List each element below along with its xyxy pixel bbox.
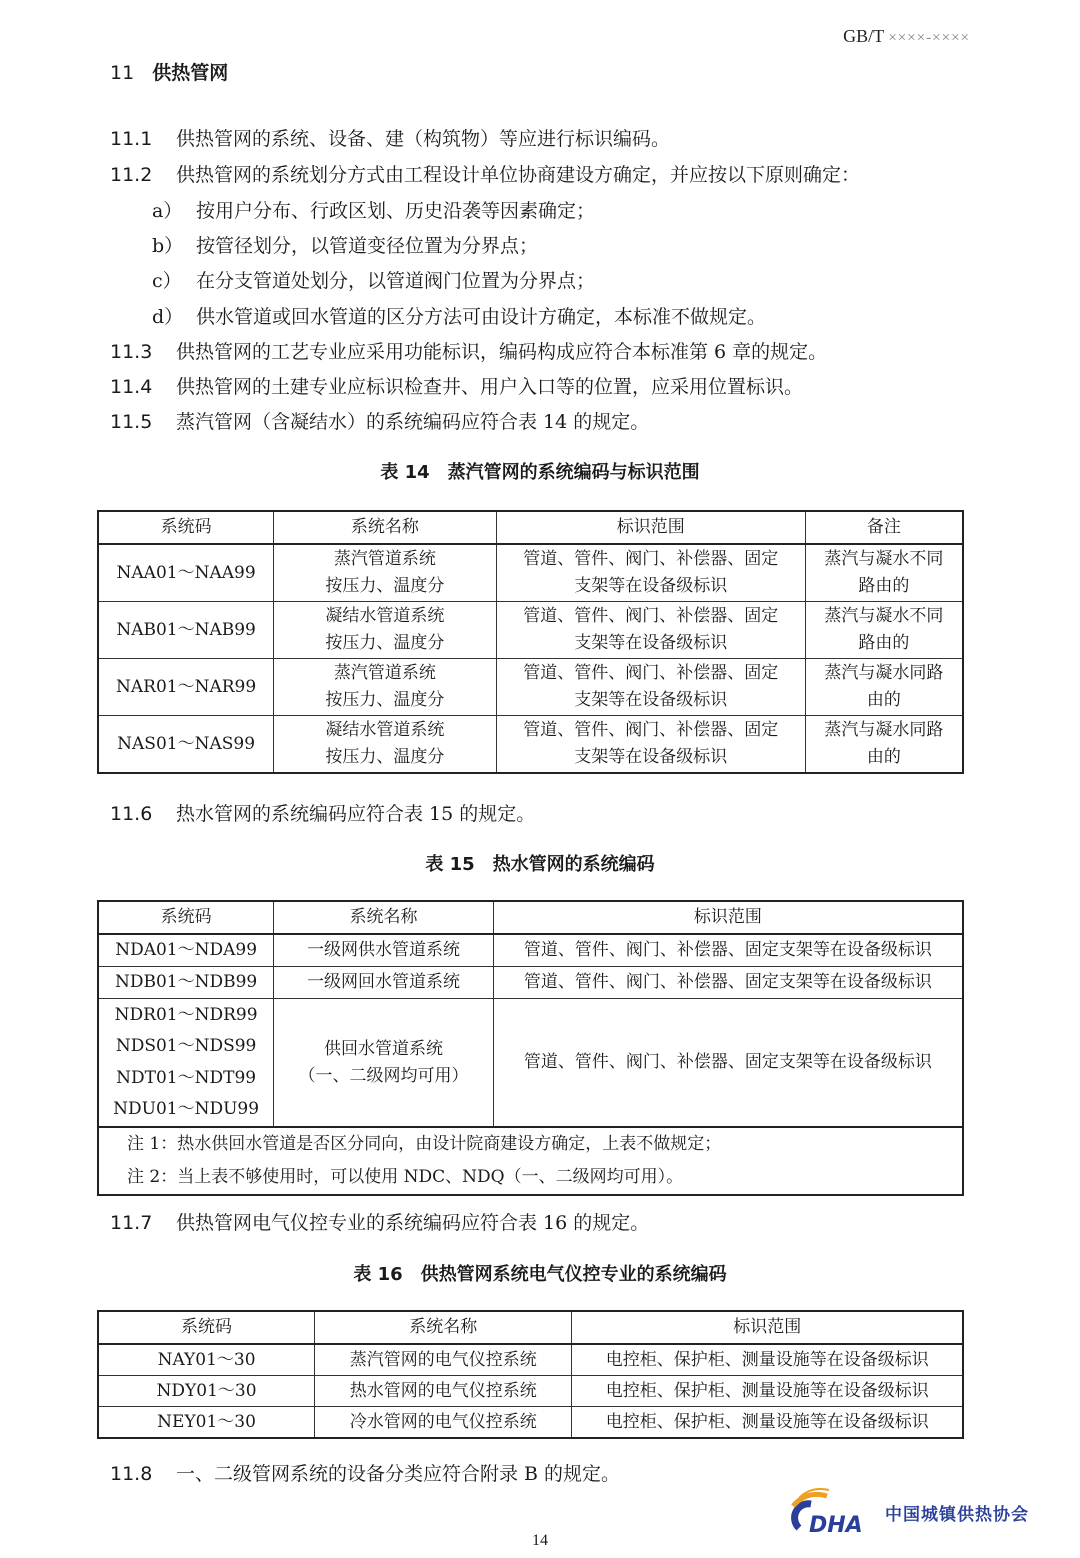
column-header: 标识范围 bbox=[493, 901, 963, 934]
table-row: NEY01～30 冷水管网的电气仪控系统 电控柜、保护柜、测量设施等在设备级标识 bbox=[98, 1407, 963, 1439]
column-header: 系统名称 bbox=[274, 901, 494, 934]
table-row: NAR01～NAR99 蒸汽管道系统 按压力、温度分 管道、管件、阀门、补偿器、固定 支架等在设备级标识 蒸汽与凝水同路 由的 bbox=[98, 659, 963, 716]
note: 注 2：当上表不够使用时，可以使用 NDC、NDQ（一、二级网均可用）。 bbox=[127, 1167, 684, 1187]
column-header: 系统名称 bbox=[274, 511, 496, 544]
clause-11-4: 11.4 供热管网的土建专业应标识检查井、用户入口等的位置，应采用位置标识。 bbox=[110, 376, 804, 398]
column-header: 系统码 bbox=[98, 1311, 315, 1344]
table-16-caption: 表 16 供热管网系统电气仪控专业的系统编码 bbox=[353, 1264, 727, 1285]
clause-11-6: 11.6 热水管网的系统编码应符合表 15 的规定。 bbox=[110, 803, 536, 825]
list-item: a） 按用户分布、行政区划、历史沿袭等因素确定； bbox=[152, 200, 596, 222]
table-15-caption: 表 15 热水管网的系统编码 bbox=[425, 854, 655, 875]
column-header: 系统名称 bbox=[315, 1311, 572, 1344]
clause-11-5: 11.5 蒸汽管网（含凝结水）的系统编码应符合表 14 的规定。 bbox=[110, 411, 650, 433]
clause-11-1: 11.1 供热管网的系统、设备、建（构筑物）等应进行标识编码。 bbox=[110, 128, 671, 150]
list-item: b） 按管径划分，以管道变径位置为分界点； bbox=[152, 235, 539, 257]
standard-code bbox=[843, 26, 970, 47]
column-header: 系统码 bbox=[98, 511, 274, 544]
section-number: 11 bbox=[110, 62, 135, 84]
table-row: NAY01～30 蒸汽管网的电气仪控系统 电控柜、保护柜、测量设施等在设备级标识 bbox=[98, 1344, 963, 1376]
clause-11-3: 11.3 供热管网的工艺专业应采用功能标识，编码构成应符合本标准第 6 章的规定。 bbox=[110, 341, 828, 363]
list-item: d） 供水管道或回水管道的区分方法可由设计方确定，本标准不做规定。 bbox=[152, 306, 767, 328]
org-name: 中国城镇供热协会 bbox=[885, 1505, 1029, 1525]
list-item: c） 在分支管道处划分，以管道阀门位置为分界点； bbox=[152, 270, 596, 292]
logo-dha-text: DHA bbox=[809, 1513, 863, 1538]
table-row: NAS01～NAS99 凝结水管道系统 按压力、温度分 管道、管件、阀门、补偿器、固定 支架等在设备级标识 蒸汽与凝水同路 由的 bbox=[98, 716, 963, 774]
table-14-caption: 表 14 蒸汽管网的系统编码与标识范围 bbox=[380, 462, 700, 483]
table-14 bbox=[97, 510, 964, 774]
table-row: NAB01～NAB99 凝结水管道系统 按压力、温度分 管道、管件、阀门、补偿器、固定 支架等在设备级标识 蒸汽与凝水不同 路由的 bbox=[98, 602, 963, 659]
table-row: NDR01～NDR99 NDS01～NDS99 NDT01～NDT99 NDU01～NDU99 供回水管道系统 （一、二级网均可用） 管道、管件、阀门、补偿器、固定支架等在设备级标识 bbox=[98, 999, 963, 1128]
section-title: 供热管网 bbox=[152, 62, 229, 84]
table-row: NDB01～NDB99 一级网回水管道系统 管道、管件、阀门、补偿器、固定支架等在设备级标识 bbox=[98, 967, 963, 999]
column-header: 标识范围 bbox=[496, 511, 805, 544]
note: 注 1：热水供回水管道是否区分同向，由设计院商建设方确定，上表不做规定； bbox=[127, 1134, 722, 1154]
clause-11-7: 11.7 供热管网电气仪控专业的系统编码应符合表 16 的规定。 bbox=[110, 1212, 650, 1234]
section-heading bbox=[110, 58, 228, 85]
column-header: 备注 bbox=[805, 511, 963, 544]
table-15 bbox=[97, 900, 964, 1196]
clause-11-8: 11.8 一、二级管网系统的设备分类应符合附录 B 的规定。 bbox=[110, 1463, 621, 1485]
standard-number: ××××-×××× bbox=[888, 30, 970, 46]
column-header: 标识范围 bbox=[572, 1311, 963, 1344]
table-16 bbox=[97, 1310, 964, 1439]
standard-prefix: GB/T bbox=[843, 26, 884, 46]
page-number: 14 bbox=[532, 1532, 548, 1549]
table-row: NAA01～NAA99 蒸汽管道系统 按压力、温度分 管道、管件、阀门、补偿器、固定 支架等在设备级标识 蒸汽与凝水不同 路由的 bbox=[98, 544, 963, 602]
table-row: NDY01～30 热水管网的电气仪控系统 电控柜、保护柜、测量设施等在设备级标识 bbox=[98, 1376, 963, 1407]
clause-11-2: 11.2 供热管网的系统划分方式由工程设计单位协商建设方确定，并应按以下原则确定： bbox=[110, 164, 861, 186]
table-row: NDA01～NDA99 一级网供水管道系统 管道、管件、阀门、补偿器、固定支架等在设备级标识 bbox=[98, 934, 963, 967]
table-notes bbox=[98, 1127, 963, 1195]
column-header: 系统码 bbox=[98, 901, 274, 934]
